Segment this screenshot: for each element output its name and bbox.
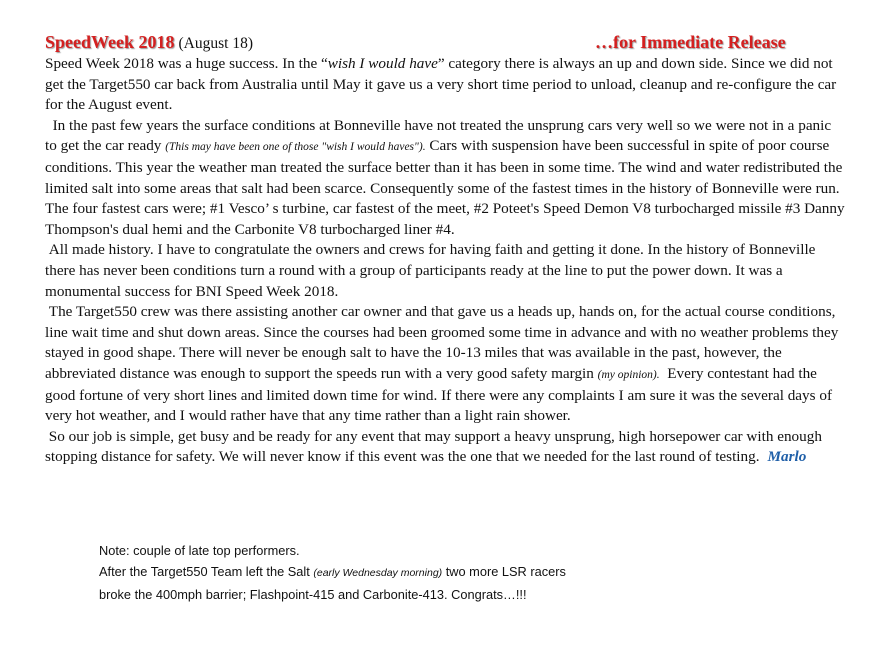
paragraph-3 [45, 240, 845, 302]
p5-text: So our job is simple, get busy and be ready for any event that may support a heavy unsprung, high horsepower car with enough stopping distance for safety. We will never know if this event was the one that we needed for the last round of testing. [45, 427, 826, 466]
note-line-2-b: two more LSR racers [442, 564, 566, 579]
note-line-3: broke the 400mph barrier; Flashpoint-415 and Carbonite-413. Congrats…!!! [99, 587, 527, 602]
p1-text-b: ” category there is always an up and down side. Since we did not get the Target550 car back from Australia until May it gave us a very short time period to unload, cleanup and re-configure the car for the August event. [45, 55, 837, 114]
p3-text: All made history. I have to congratulate the owners and crews for having faith and getting it done. In the history of Bonneville there has never been conditions turn a round with a group of participants ready at the line to put the power down. It was a monumental success for BNI Speed Week 2018. [45, 241, 820, 300]
title-text: SpeedWeek 2018 [45, 32, 175, 52]
paragraph-2 [45, 116, 849, 241]
p1-text-a: Speed Week 2018 was a huge success. In the “ [45, 55, 328, 72]
release-date: (August 18) [178, 35, 253, 52]
paragraph-5 [45, 427, 845, 468]
p4-text-a: The Target550 crew was there assisting another car owner and that gave us a heads up, hands on, for the actual course conditions, line wait time and shut down areas. Since the courses had been groomed some time in advance and with no weather problems they stayed in good shape. There will never be enough salt to have the 10-13 miles that was available in the past, however, the abbreviated distance was enough to support the speeds run with a very good safety margin [45, 303, 843, 382]
p2-text-a: In the past few years the surface conditions at Bonneville have not treated the unsprung cars very well so we were not in a panic to get the car ready [45, 116, 835, 155]
page-title [45, 32, 253, 55]
paragraph-1 [45, 54, 845, 116]
p2-text-b: Cars with suspension have been successful in spite of poor course conditions. This year the weather man treated the surface better than it has been in some time. The wind and water redistributed the limited salt into some areas that salt had been scarce. Consequently some of the fastest times in the history of Bonneville were run. The four fastest cars were; #1 Vesco’ s turbine, car fastest of the meet, #2 Poteet's Speed Demon V8 turbocharged missile #3 Danny Thompson's dual hemi and the Carbonite V8 turbocharged liner #4. [45, 137, 849, 238]
note-line-2-a: After the Target550 Team left the Salt [99, 564, 314, 579]
note-aside: (early Wednesday morning) [313, 567, 443, 579]
note-line-1: Note: couple of late top performers. [99, 543, 300, 558]
paragraph-4 [45, 302, 845, 427]
footnote [99, 540, 719, 605]
note-line-2 [99, 561, 719, 584]
header [45, 30, 845, 54]
release-label: …for Immediate Release [595, 32, 786, 52]
p1-italic: wish I would have [327, 55, 438, 72]
p2-aside: (This may have been one of those "wish I would haves"). [165, 141, 426, 154]
p4-text-b: Every contestant had the good fortune of very short lines and limited down time for wind. If there were any complaints I am sure it was the several days of very hot weather, and I would rather have that any time rather than a light rain shower. [45, 364, 836, 425]
p4-aside: (my opinion). [597, 368, 660, 381]
signature: Marlo [767, 448, 807, 466]
press-release [45, 30, 849, 468]
